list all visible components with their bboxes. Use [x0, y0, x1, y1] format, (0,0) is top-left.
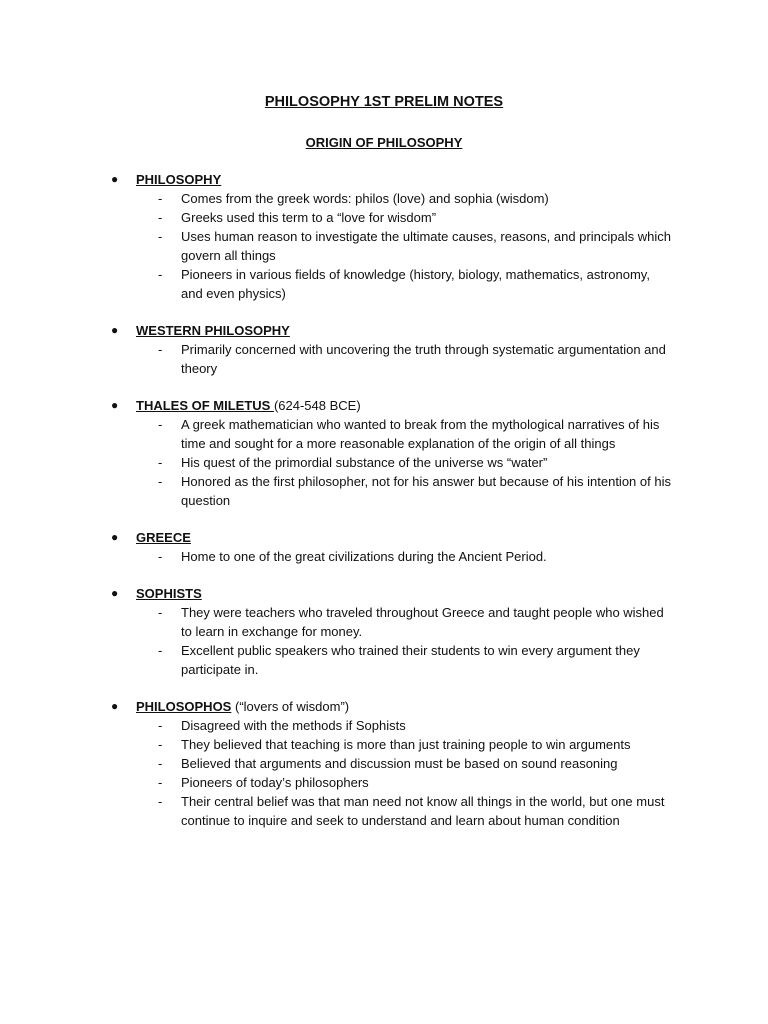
dash-marker: -: [158, 229, 163, 244]
section-heading: [136, 584, 202, 603]
list-item-text: Comes from the greek words: philos (love) and sophia (wisdom): [181, 191, 549, 206]
list-item: [0, 208, 768, 227]
section-heading-row: [0, 396, 768, 415]
list-item: [0, 773, 768, 792]
list-item: [0, 340, 768, 378]
section-heading: [136, 321, 290, 340]
list-item: [0, 265, 768, 303]
section-item-list: [0, 415, 768, 510]
dash-marker: -: [158, 737, 163, 752]
list-item-text: Excellent public speakers who trained their students to win every argument they participate in.: [181, 643, 640, 677]
dash-marker: -: [158, 549, 163, 564]
list-item-text: Primarily concerned with uncovering the truth through systematic argumentation and theory: [181, 342, 666, 376]
section-item-list: [0, 603, 768, 679]
section-title: WESTERN PHILOSOPHY: [136, 323, 290, 338]
list-item-text: They believed that teaching is more than just training people to win arguments: [181, 737, 631, 752]
page-subtitle: ORIGIN OF PHILOSOPHY: [305, 135, 463, 150]
section-heading-row: [0, 697, 768, 716]
notes-section: [0, 396, 768, 510]
list-item-text: Home to one of the great civilizations during the Ancient Period.: [181, 549, 547, 564]
list-item-text: They were teachers who traveled throughout Greece and taught people who wished to learn in exchange for money.: [181, 605, 664, 639]
list-item: [0, 453, 768, 472]
list-item: [0, 415, 768, 453]
section-heading: [136, 396, 361, 415]
section-item-list: [0, 340, 768, 378]
section-title-suffix: (624-548 BCE): [273, 398, 361, 413]
dash-marker: -: [158, 474, 163, 489]
section-heading-row: [0, 321, 768, 340]
page-title: PHILOSOPHY 1ST PRELIM NOTES: [264, 94, 504, 110]
notes-section: [0, 697, 768, 830]
dash-marker: -: [158, 267, 163, 282]
section-heading: [136, 170, 221, 189]
section-title: PHILOSOPHY: [136, 172, 222, 187]
bullet-icon: ●: [111, 398, 119, 412]
list-item: [0, 603, 768, 641]
list-item-text: Honored as the first philosopher, not for his answer but because of his intention of his question: [181, 474, 671, 508]
list-item: [0, 716, 768, 735]
list-item-text: His quest of the primordial substance of the universe ws “water”: [181, 455, 548, 470]
list-item: [0, 754, 768, 773]
bullet-icon: ●: [111, 699, 119, 713]
section-heading-row: [0, 584, 768, 603]
notes-section: [0, 528, 768, 566]
section-item-list: [0, 189, 768, 303]
dash-marker: -: [158, 210, 163, 225]
dash-marker: -: [158, 342, 163, 357]
list-item-text: Pioneers of today’s philosophers: [181, 775, 369, 790]
dash-marker: -: [158, 794, 163, 809]
section-heading: [136, 697, 349, 716]
section-title: GREECE: [136, 530, 191, 545]
section-item-list: [0, 547, 768, 566]
list-item: [0, 472, 768, 510]
section-item-list: [0, 716, 768, 830]
bullet-icon: ●: [111, 172, 119, 186]
dash-marker: -: [158, 417, 163, 432]
notes-section: [0, 321, 768, 378]
list-item-text: Disagreed with the methods if Sophists: [181, 718, 406, 733]
list-item: [0, 189, 768, 208]
bullet-icon: ●: [111, 530, 119, 544]
dash-marker: -: [158, 775, 163, 790]
list-item: [0, 641, 768, 679]
notes-section: [0, 170, 768, 303]
dash-marker: -: [158, 756, 163, 771]
section-title: PHILOSOPHOS: [136, 699, 232, 714]
dash-marker: -: [158, 191, 163, 206]
dash-marker: -: [158, 455, 163, 470]
bullet-icon: ●: [111, 586, 119, 600]
list-item-text: A greek mathematician who wanted to break from the mythological narratives of his time and sought for a more reasonable explanation of the origin of all things: [181, 417, 660, 451]
list-item: [0, 735, 768, 754]
section-heading: [136, 528, 191, 547]
dash-marker: -: [158, 605, 163, 620]
bullet-icon: ●: [111, 323, 119, 337]
list-item-text: Pioneers in various fields of knowledge (history, biology, mathematics, astronomy, and even physics): [181, 267, 650, 301]
list-item: [0, 227, 768, 265]
list-item: [0, 792, 768, 830]
list-item-text: Uses human reason to investigate the ultimate causes, reasons, and principals which govern all things: [181, 229, 671, 263]
list-item-text: Their central belief was that man need not know all things in the world, but one must continue to inquire and seek to understand and learn about human condition: [181, 794, 665, 828]
list-item: [0, 547, 768, 566]
section-heading-row: [0, 528, 768, 547]
notes-section: [0, 584, 768, 679]
section-title: SOPHISTS: [136, 586, 202, 601]
list-item-text: Believed that arguments and discussion must be based on sound reasoning: [181, 756, 618, 771]
dash-marker: -: [158, 718, 163, 733]
section-title-suffix: (“lovers of wisdom”): [234, 699, 350, 714]
section-title: THALES OF MILETUS: [136, 398, 274, 413]
section-heading-row: [0, 170, 768, 189]
list-item-text: Greeks used this term to a “love for wisdom”: [181, 210, 437, 225]
dash-marker: -: [158, 643, 163, 658]
notes-sections: [0, 170, 768, 848]
